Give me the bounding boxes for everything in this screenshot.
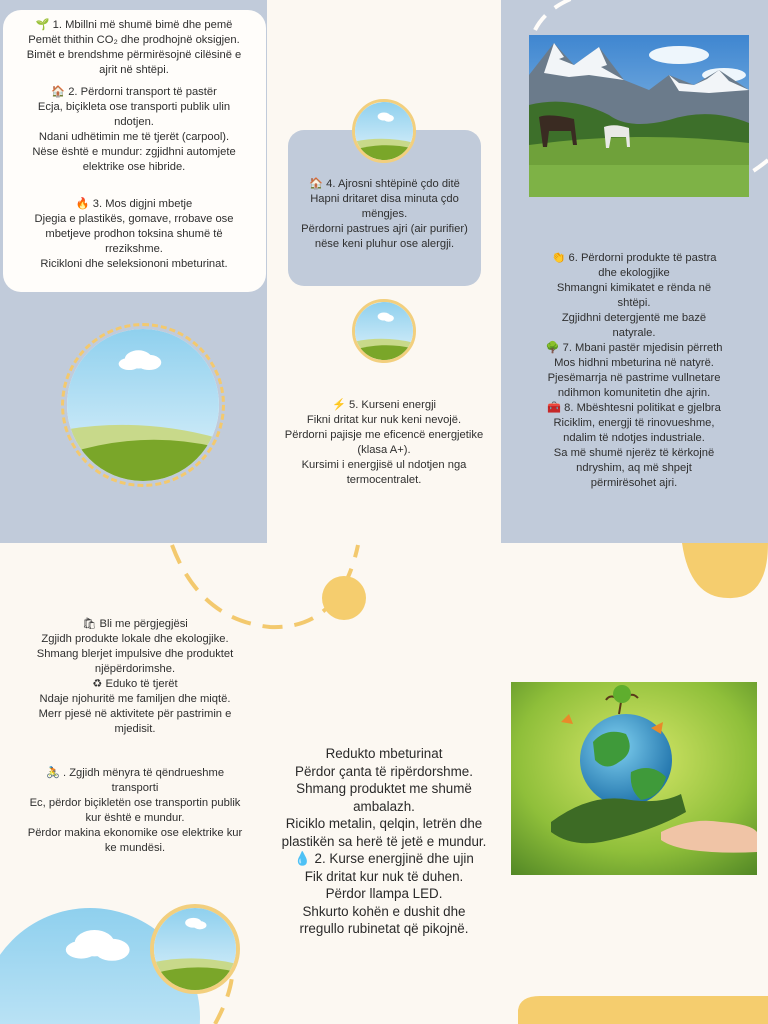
tip-1-line: ajrit në shtëpi. <box>99 64 169 76</box>
tip-4-line: Hapni dritaret disa minuta çdo <box>310 193 459 205</box>
tips-card-6-text <box>8 766 262 856</box>
tip-line: Fik dritat kur nuk të duhen. <box>304 868 464 884</box>
tip-4-line: nëse keni pluhur ose alergji. <box>314 238 455 250</box>
tip-line: kur është e mundur. <box>85 812 185 824</box>
tip-2-line: Ecja, biçikleta ose transporti publik ulin <box>37 101 231 113</box>
tip-2-line: ndotjen. <box>114 116 154 128</box>
tip-line: shtëpi. <box>617 297 651 309</box>
tip-2-line: Nëse është e mundur: zgjidhni automjete <box>32 146 236 158</box>
tip-title: ♻ Eduko të tjerët <box>92 678 178 690</box>
tip-5-line: Përdorni pajisje me eficencë energjetike <box>284 429 484 441</box>
tip-line: Merr pjesë në aktivitete për pastrimin e <box>38 708 232 720</box>
tip-3-line: mbetjeve prodhon toksina shumë të <box>45 228 223 240</box>
tip-4-line: Përdorni pastrues ajri (air purifier) <box>301 223 468 235</box>
tip-line: dhe ekologjike <box>598 267 670 279</box>
tip-line: Zgjidh produkte lokale dhe ekologjike. <box>41 633 229 645</box>
tip-title: 🚴 . Zgjidh mënyra të qëndrueshme <box>45 767 225 779</box>
tip-title: 💧 2. Kurse energjinë dhe ujin <box>294 851 474 866</box>
tip-line: Riciklo metalin, qelqin, letrën dhe <box>285 816 483 831</box>
sky-landscape-illustration <box>352 299 416 363</box>
tips-card-5-text <box>8 617 262 737</box>
tip-5-title: ⚡ 5. Kurseni energji <box>331 399 437 411</box>
tip-7-title: 🌳 7. Mbani pastër mjedisin përreth <box>545 342 723 354</box>
tip-line: Riciklim, energji të rinovueshme, <box>553 417 715 429</box>
tip-6-title: 👏 6. Përdorni produkte të pastra <box>551 252 717 264</box>
sky-landscape-illustration <box>67 329 219 481</box>
tip-5-line: termocentralet. <box>346 474 422 486</box>
tip-2-line: elektrike ose hibride. <box>82 161 186 173</box>
tips-card-7-text <box>270 745 498 938</box>
tip-line: rregullo rubinetat që pikojnë. <box>299 921 469 936</box>
tip-line: Zgjidhni detergjentë me bazë <box>561 312 707 324</box>
tip-line: ndryshim, aq më shpejt <box>576 462 692 474</box>
tip-line: njëpërdorimshe. <box>94 663 176 675</box>
tip-line: Sa më shumë njerëz të kërkojnë <box>553 447 715 459</box>
tip-line: Ndaje njohuritë me familjen dhe miqtë. <box>39 693 231 705</box>
tip-line: Shkurto kohën e dushit dhe <box>302 903 466 919</box>
tip-2-title: 🏠 2. Përdorni transport të pastër <box>51 86 217 98</box>
tip-4-title: 🏠 4. Ajrosni shtëpinë çdo ditë <box>309 178 460 190</box>
tip-3-title: 🔥 3. Mos digjni mbetje <box>75 198 193 210</box>
sky-landscape-illustration <box>150 904 240 994</box>
tip-line: natyrale. <box>612 327 656 339</box>
earth-in-hands-photo <box>511 682 757 875</box>
tip-1-line: Bimët e brendshme përmirësojnë cilësinë e <box>26 49 242 61</box>
tip-line: Përdor llampa LED. <box>325 886 443 901</box>
tip-8-title: 🧰 8. Mbështesni politikat e gjelbra <box>547 402 721 414</box>
tips-card-3-text <box>270 398 498 488</box>
tip-line: Mos hidhni mbeturina në natyrë. <box>554 357 714 369</box>
tip-5-line: Kursimi i energjisë ul ndotjen nga <box>301 459 467 471</box>
tip-3-line: Djegia e plastikës, gomave, rrobave ose <box>34 213 234 225</box>
tip-4-line: mëngjes. <box>361 208 408 220</box>
mountain-landscape-photo <box>529 35 749 197</box>
tip-1-title: 🌱 1. Mbillni më shumë bimë dhe pemë <box>35 19 233 31</box>
tip-line: transporti <box>111 782 159 794</box>
tip-line: Shmang blerjet impulsive dhe produktet <box>36 648 234 660</box>
tip-line: plastikën sa herë të jetë e mundur. <box>281 833 487 849</box>
tip-line: Shmang produktet me shumë <box>296 781 472 796</box>
tip-line: Shmangni kimikatet e rënda në <box>556 282 712 294</box>
tip-line: ke mundësi. <box>104 842 166 854</box>
tips-card-1-text <box>6 18 262 272</box>
tip-line: përmirësohet ajri. <box>590 477 678 489</box>
tip-line: ndihmon komunitetin dhe ajrin. <box>557 387 711 399</box>
tip-line: ndalim të ndotjes industriale. <box>563 432 705 444</box>
sky-landscape-illustration <box>352 99 416 163</box>
tip-5-line: Fikni dritat kur nuk keni nevojë. <box>306 414 462 426</box>
tip-line: Përdor makina ekonomike ose elektrike kur <box>27 827 243 839</box>
tip-5-line: (klasa A+). <box>357 444 411 456</box>
tip-line: Ec, përdor biçikletën ose transportin publik <box>29 797 241 809</box>
tip-title: 🛍 Bli me përgjegjësi <box>82 618 188 630</box>
tip-line: Përdor çanta të ripërdorshme. <box>295 763 473 779</box>
tips-card-4-text <box>506 251 762 491</box>
tip-title: Redukto mbeturinat <box>325 746 443 761</box>
tip-1-line: Pemët thithin CO₂ dhe prodhojnë oksigjen. <box>28 34 240 46</box>
tip-line: mjedisit. <box>114 723 156 735</box>
tip-3-line: Ricikloni dhe seleksiononi mbeturinat. <box>40 258 228 270</box>
tip-line: Pjesëmarrja në pastrime vullnetare <box>547 372 721 384</box>
tip-3-line: rrezikshme. <box>105 243 163 255</box>
tip-line: ambalazh. <box>353 798 415 814</box>
tips-card-2-text <box>290 177 479 252</box>
tip-2-line: Ndani udhëtimin me të tjerët (carpool). <box>38 131 230 143</box>
